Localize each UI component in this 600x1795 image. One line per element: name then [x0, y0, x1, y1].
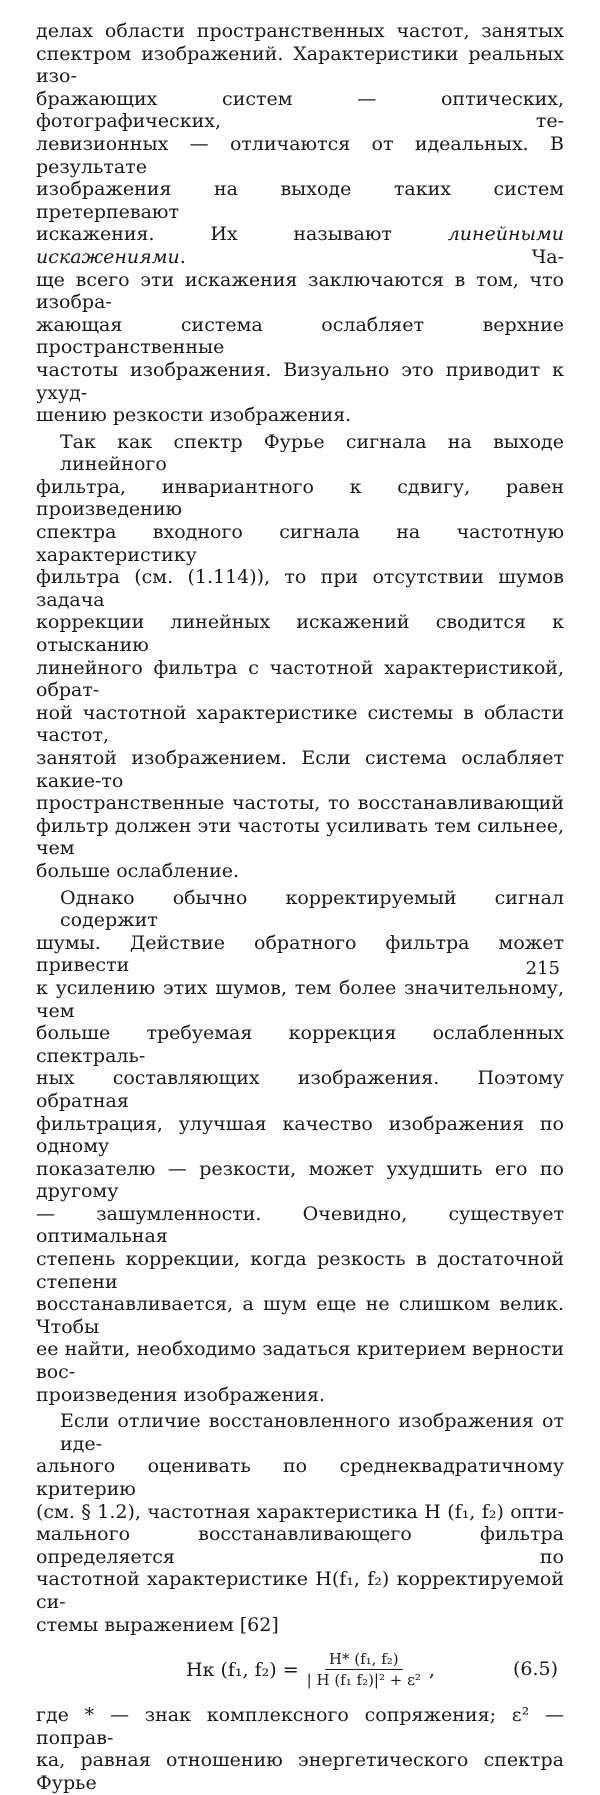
text-line: фильтра (см. (1.114)), то при отсутствии шумов задача [36, 566, 564, 611]
paragraph-4 [36, 1410, 564, 1636]
text-line: больше требуемая коррекция ослабленных спектраль- [36, 1022, 564, 1067]
text-line: делах области пространственных частот, занятых [36, 20, 564, 42]
text-line: стемы выражением [62] [36, 1613, 279, 1636]
text-line: коррекции линейных искажений сводится к отысканию [36, 611, 564, 657]
page-number: 215 [525, 958, 560, 979]
text-line: бражающих систем — оптических, фотографических, те- [36, 87, 564, 133]
text-fragment: . Ча- [179, 245, 564, 268]
text-line: шению резкости изображения. [36, 404, 352, 427]
text-line: линейного фильтра с частотной характеристикой, обрат- [36, 656, 564, 702]
text-line: спектра входного сигнала на частотную характеристику [36, 521, 564, 566]
equation-numerator: H* (f₁, f₂) [325, 1650, 403, 1670]
text-line: степень коррекции, когда резкость в достаточной степени [36, 1248, 564, 1293]
text-line: пространственные частоты, то восстанавливающий [36, 792, 564, 815]
text-line: спектром изображений. Характеристики реальных изо- [36, 42, 564, 88]
emphasized-term: линейными искажениями [36, 223, 564, 268]
text-line: показателю — резкости, может ухудшить его по другому [36, 1157, 564, 1203]
text-line: Так как спектр Фурье сигнала на выходе линейного [60, 430, 564, 476]
equation-number: (6.5) [512, 1658, 558, 1681]
text-line: ального оценивать по среднеквадратичному критерию [36, 1455, 564, 1500]
text-line: ка, равная отношению энергетического спектра Фурье [36, 1749, 564, 1794]
text-line: (см. § 1.2), частотная характеристика H (f₁, f₂) опти- [36, 1500, 564, 1523]
text-line: фильтрация, улучшая качество изображения по одному [36, 1112, 564, 1158]
equation-fraction [303, 1650, 425, 1689]
text-line: Однако обычно корректируемый сигнал содержит [60, 886, 564, 932]
text-line: шумы. Действие обратного фильтра может привести [36, 931, 564, 977]
equation-6-5 [36, 1642, 564, 1698]
equation-tail: , [428, 1658, 435, 1681]
text-line: произведения изображения. [36, 1383, 325, 1406]
text-line: ее найти, необходимо задаться критерием верности вос- [36, 1338, 564, 1384]
text-line: частоты изображения. Визуально это приводит к ухуд- [36, 358, 564, 404]
equation-expression [186, 1650, 435, 1689]
text-line: фильтр должен эти частоты усиливать тем сильнее, чем [36, 814, 564, 860]
text-line: больше ослабление. [36, 859, 240, 882]
text-line: ной частотной характеристике системы в области частот, [36, 701, 564, 747]
text-line: изображения на выходе таких систем претерпевают [36, 178, 564, 223]
text-line: фильтра, инвариантного к сдвигу, равен произведению [36, 475, 564, 521]
text-fragment: искажения. Их называют [36, 223, 448, 246]
paragraph-1 [36, 20, 564, 427]
text-line: Если отличие восстановленного изображения от иде- [60, 1410, 564, 1455]
text-line: частотной характеристике H(f₁, f₂) корректируемой си- [36, 1568, 564, 1613]
text-line: ще всего эти искажения заключаются в том, что изобра- [36, 268, 564, 314]
paragraph-3 [36, 887, 564, 1407]
text-line: — зашумленности. Очевидно, существует оптимальная [36, 1202, 564, 1248]
paragraph-2 [36, 431, 564, 883]
paragraph-5 [36, 1704, 564, 1794]
page-body [36, 20, 564, 1795]
text-line: жающая система ослабляет верхние пространственные [36, 313, 564, 359]
text-line: к усилению этих шумов, тем более значительному, чем [36, 976, 564, 1022]
text-line: ных составляющих изображения. Поэтому обратная [36, 1067, 564, 1112]
text-line: мального восстанавливающего фильтра определяется по [36, 1523, 564, 1568]
text-line [36, 223, 564, 268]
text-line: занятой изображением. Если система ослабляет какие-то [36, 747, 564, 792]
text-line: левизионных — отличаются от идеальных. В результате [36, 132, 564, 178]
equation-lhs: Hк (f₁, f₂) = [186, 1658, 299, 1681]
equation-denominator: | H (f₁ f₂)|² + ε² [306, 1671, 421, 1690]
text-line: восстанавливается, а шум еще не слишком велик. Чтобы [36, 1293, 564, 1338]
text-line: где * — знак комплексного сопряжения; ε² — поправ- [36, 1704, 564, 1749]
